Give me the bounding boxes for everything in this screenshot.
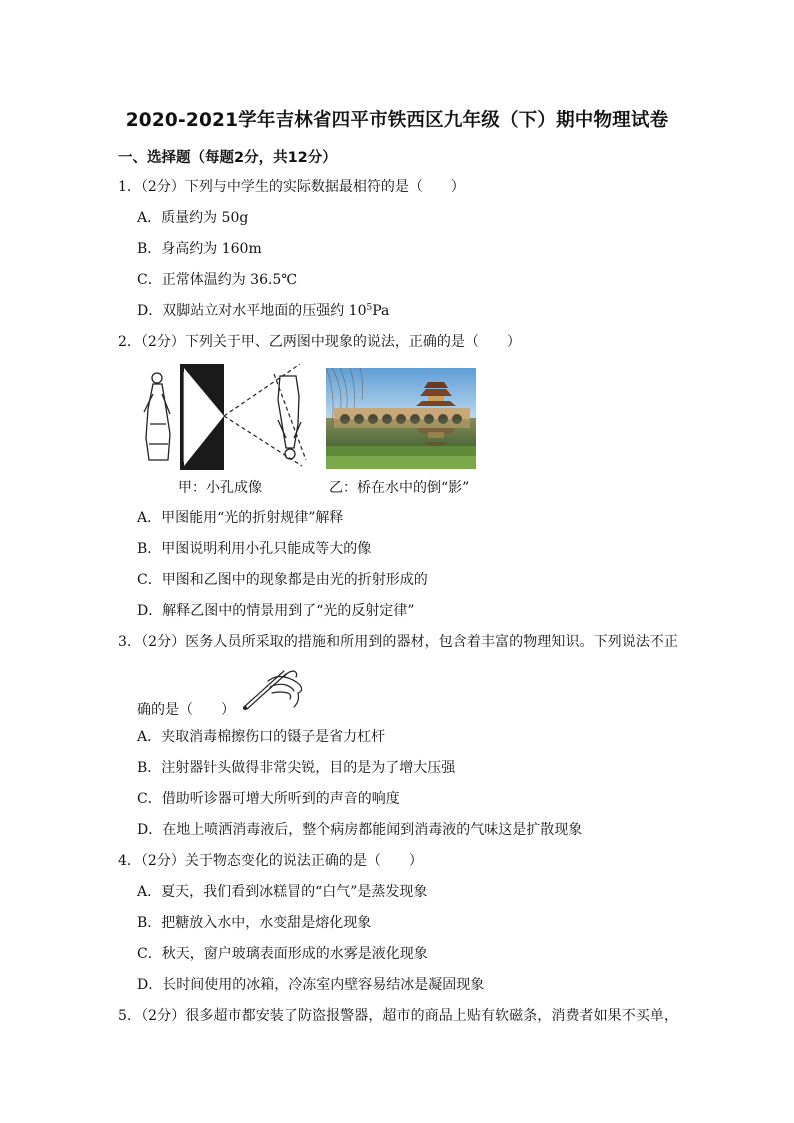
pinhole-figure	[140, 364, 310, 470]
question-3-stem-line1: 3．（2分）医务人员所采取的措施和所用到的器材，包含着丰富的物理知识。下列说法不正	[118, 634, 678, 650]
question-4-option-a: A．夏天，我们看到冰糕冒的“白气”是蒸发现象	[137, 884, 428, 900]
question-2-option-b: B．甲图说明利用小孔只能成等大的像	[137, 541, 372, 557]
question-2-stem: 2．（2分）下列关于甲、乙两图中现象的说法，正确的是（ ）	[118, 334, 521, 350]
bridge-reflection-photo	[326, 368, 476, 469]
question-1-option-d: D．双脚站立对水平地面的压强约 $10^5Pa$	[137, 303, 390, 319]
question-4-option-b: B．把糖放入水中，水变甜是熔化现象	[137, 915, 372, 931]
question-4-option-d: D．长时间使用的冰箱，冷冻室内壁容易结冰是凝固现象	[137, 977, 485, 993]
question-3-option-c: C．借助听诊器可增大所听到的声音的响度	[137, 791, 400, 807]
question-4-option-c: C．秋天，窗户玻璃表面形成的水雾是液化现象	[137, 946, 428, 962]
question-3-option-b: B．注射器针头做得非常尖锐，目的是为了增大压强	[137, 760, 456, 776]
question-5-stem: 5．（2分）很多超市都安装了防盗报警器，超市的商品上贴有软磁条，消费者如果不买单，	[118, 1008, 678, 1024]
question-1-stem: 1．（2分）下列与中学生的实际数据最相符的是（ ）	[118, 179, 465, 195]
question-1-option-a: A．质量约为 50g	[137, 210, 249, 226]
exam-title: 2020-2021学年吉林省四平市铁西区九年级（下）期中物理试卷	[125, 110, 669, 131]
question-4-stem: 4．（2分）关于物态变化的说法正确的是（ ）	[118, 853, 423, 869]
caption-bridge: 乙：桥在水中的倒“影”	[329, 480, 470, 496]
question-3-option-d: D．在地上喷洒消毒液后，整个病房都能闻到消毒液的气味这是扩散现象	[137, 822, 583, 838]
question-2-option-d: D．解释乙图中的情景用到了“光的反射定律”	[137, 603, 415, 619]
tweezers-hand-illustration	[238, 663, 306, 713]
caption-pinhole: 甲：小孔成像	[178, 480, 262, 496]
question-3-option-a: A．夹取消毒棉擦伤口的镊子是省力杠杆	[137, 729, 386, 745]
question-1-option-b: B．身高约为 160m	[137, 241, 262, 257]
question-2-option-c: C．甲图和乙图中的现象都是由光的折射形成的	[137, 572, 428, 588]
question-1-option-c: C．正常体温约为 36.5℃	[137, 272, 297, 288]
question-3-stem-line2: 确的是（ ）	[137, 702, 235, 718]
section-heading: 一、选择题（每题2分，共12分）	[118, 150, 337, 166]
question-2-option-a: A．甲图能用“光的折射规律”解释	[137, 510, 344, 526]
